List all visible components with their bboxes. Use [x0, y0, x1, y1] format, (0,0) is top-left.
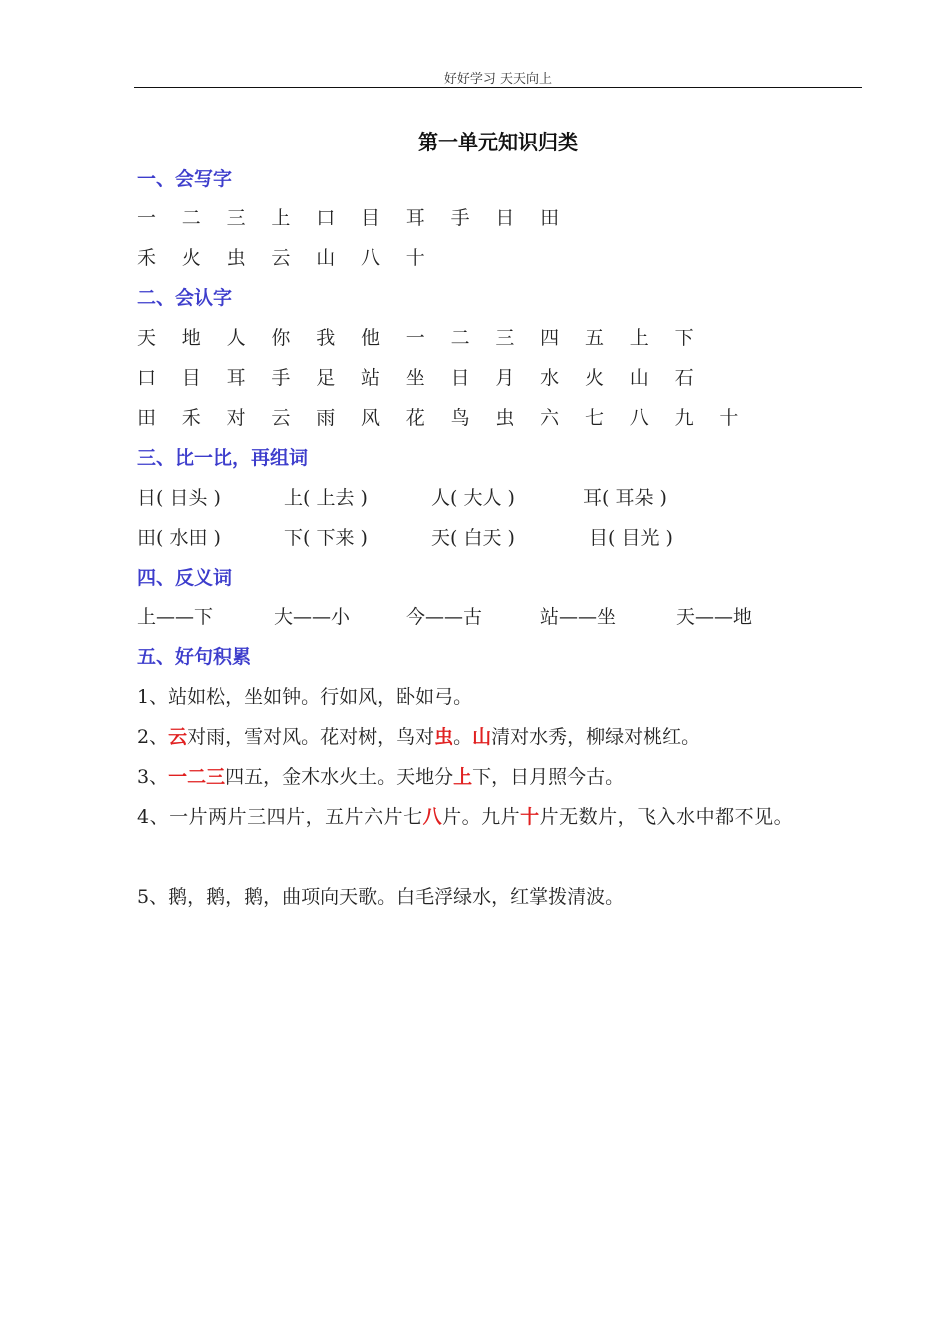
char: 目 — [360, 207, 380, 229]
section-heading-write: 一、会写字 — [137, 168, 233, 190]
char: 八 — [629, 407, 649, 429]
char: 天 — [137, 327, 157, 349]
char: 禾 — [181, 407, 201, 429]
char: 你 — [271, 327, 291, 349]
compare-row-1 — [137, 486, 667, 510]
char: 地 — [181, 327, 201, 349]
char: 七 — [584, 407, 604, 429]
char: 口 — [316, 207, 336, 229]
char: 花 — [405, 407, 425, 429]
highlight-char: 虫 — [434, 726, 454, 748]
char: 田 — [137, 407, 157, 429]
char: 石 — [674, 367, 694, 389]
word-pair: 天( 白天 ) — [431, 527, 515, 549]
char: 禾 — [137, 247, 157, 269]
char: 鸟 — [450, 407, 470, 429]
char: 山 — [316, 247, 336, 269]
sentence-1: 1、站如松，坐如钟。行如风，卧如弓。 — [137, 686, 473, 708]
highlight-char: 山 — [472, 726, 492, 748]
highlight-char: 十 — [520, 806, 540, 828]
char: 耳 — [405, 207, 425, 229]
highlight-char: 八 — [422, 806, 443, 828]
char: 一 — [137, 207, 157, 229]
word-pair: 下( 下来 ) — [284, 527, 368, 549]
char: 水 — [540, 367, 560, 389]
char: 十 — [719, 407, 739, 429]
recognize-chars-row-1 — [137, 326, 719, 350]
char: 五 — [584, 327, 604, 349]
highlight-char: 云 — [168, 726, 188, 748]
recognize-chars-row-3 — [137, 406, 764, 430]
section-heading-compare: 三、比一比，再组词 — [137, 447, 309, 469]
page-title: 第一单元知识归类 — [418, 130, 578, 154]
char: 下 — [674, 327, 694, 349]
char: 站 — [360, 367, 380, 389]
char: 上 — [629, 327, 649, 349]
char: 四 — [540, 327, 560, 349]
char: 三 — [226, 207, 246, 229]
char: 九 — [674, 407, 694, 429]
char: 一 — [405, 327, 425, 349]
sentence-4: 4、一片两片三四片，五片六片七八片。九片十片无数片，飞入水中都不见。 — [137, 806, 794, 828]
word-pair: 日( 日头 ) — [137, 487, 221, 509]
write-chars-row-2 — [137, 246, 451, 270]
char: 云 — [271, 407, 291, 429]
char: 目 — [181, 367, 201, 389]
char: 风 — [360, 407, 380, 429]
antonym-pair: 上——下 — [137, 606, 214, 628]
antonym-pair: 大——小 — [274, 606, 351, 628]
section-heading-sentences: 五、好句积累 — [137, 646, 252, 668]
char: 雨 — [316, 407, 336, 429]
word-pair: 田( 水田 ) — [137, 527, 221, 549]
char: 对 — [226, 407, 246, 429]
section-heading-antonyms: 四、反义词 — [137, 567, 233, 589]
char: 日 — [450, 367, 470, 389]
section-heading-recognize: 二、会认字 — [137, 287, 233, 309]
recognize-chars-row-2 — [137, 366, 719, 390]
char: 二 — [181, 207, 201, 229]
char: 耳 — [226, 367, 246, 389]
header-rule — [134, 87, 862, 88]
char: 月 — [495, 367, 515, 389]
char: 上 — [271, 207, 291, 229]
char: 六 — [540, 407, 560, 429]
antonym-pair: 天——地 — [676, 606, 753, 628]
sentence-3: 3、一二三四五，金木水火土。天地分上下，日月照今古。 — [137, 766, 625, 788]
char: 坐 — [405, 367, 425, 389]
char: 虫 — [226, 247, 246, 269]
char: 他 — [360, 327, 380, 349]
char: 口 — [137, 367, 157, 389]
char: 手 — [271, 367, 291, 389]
compare-row-2 — [137, 526, 673, 550]
char: 虫 — [495, 407, 515, 429]
char: 火 — [584, 367, 604, 389]
char: 我 — [316, 327, 336, 349]
antonym-pair: 站——坐 — [540, 606, 617, 628]
char: 八 — [360, 247, 380, 269]
word-pair: 耳( 耳朵 ) — [583, 487, 667, 509]
char: 火 — [181, 247, 201, 269]
antonyms-row — [137, 605, 752, 629]
char: 二 — [450, 327, 470, 349]
char: 十 — [405, 247, 425, 269]
char: 云 — [271, 247, 291, 269]
sentence-2: 2、云对雨，雪对风。花对树，鸟对虫。山清对水秀，柳绿对桃红。 — [137, 726, 701, 748]
word-pair: 目( 目光 ) — [589, 527, 673, 549]
write-chars-row-1 — [137, 206, 585, 230]
char: 山 — [629, 367, 649, 389]
char: 三 — [495, 327, 515, 349]
sentence-5: 5、鹅，鹅，鹅，曲项向天歌。白毛浮绿水，红掌拨清波。 — [137, 886, 625, 908]
char: 人 — [226, 327, 246, 349]
word-pair: 人( 大人 ) — [431, 487, 515, 509]
antonym-pair: 今——古 — [406, 606, 483, 628]
char: 足 — [316, 367, 336, 389]
word-pair: 上( 上去 ) — [284, 487, 368, 509]
char: 手 — [450, 207, 470, 229]
page-header-text: 好好学习 天天向上 — [443, 72, 553, 87]
char: 田 — [540, 207, 560, 229]
highlight-char: 上 — [453, 766, 473, 788]
char: 日 — [495, 207, 515, 229]
highlight-char: 一二三 — [168, 766, 226, 788]
